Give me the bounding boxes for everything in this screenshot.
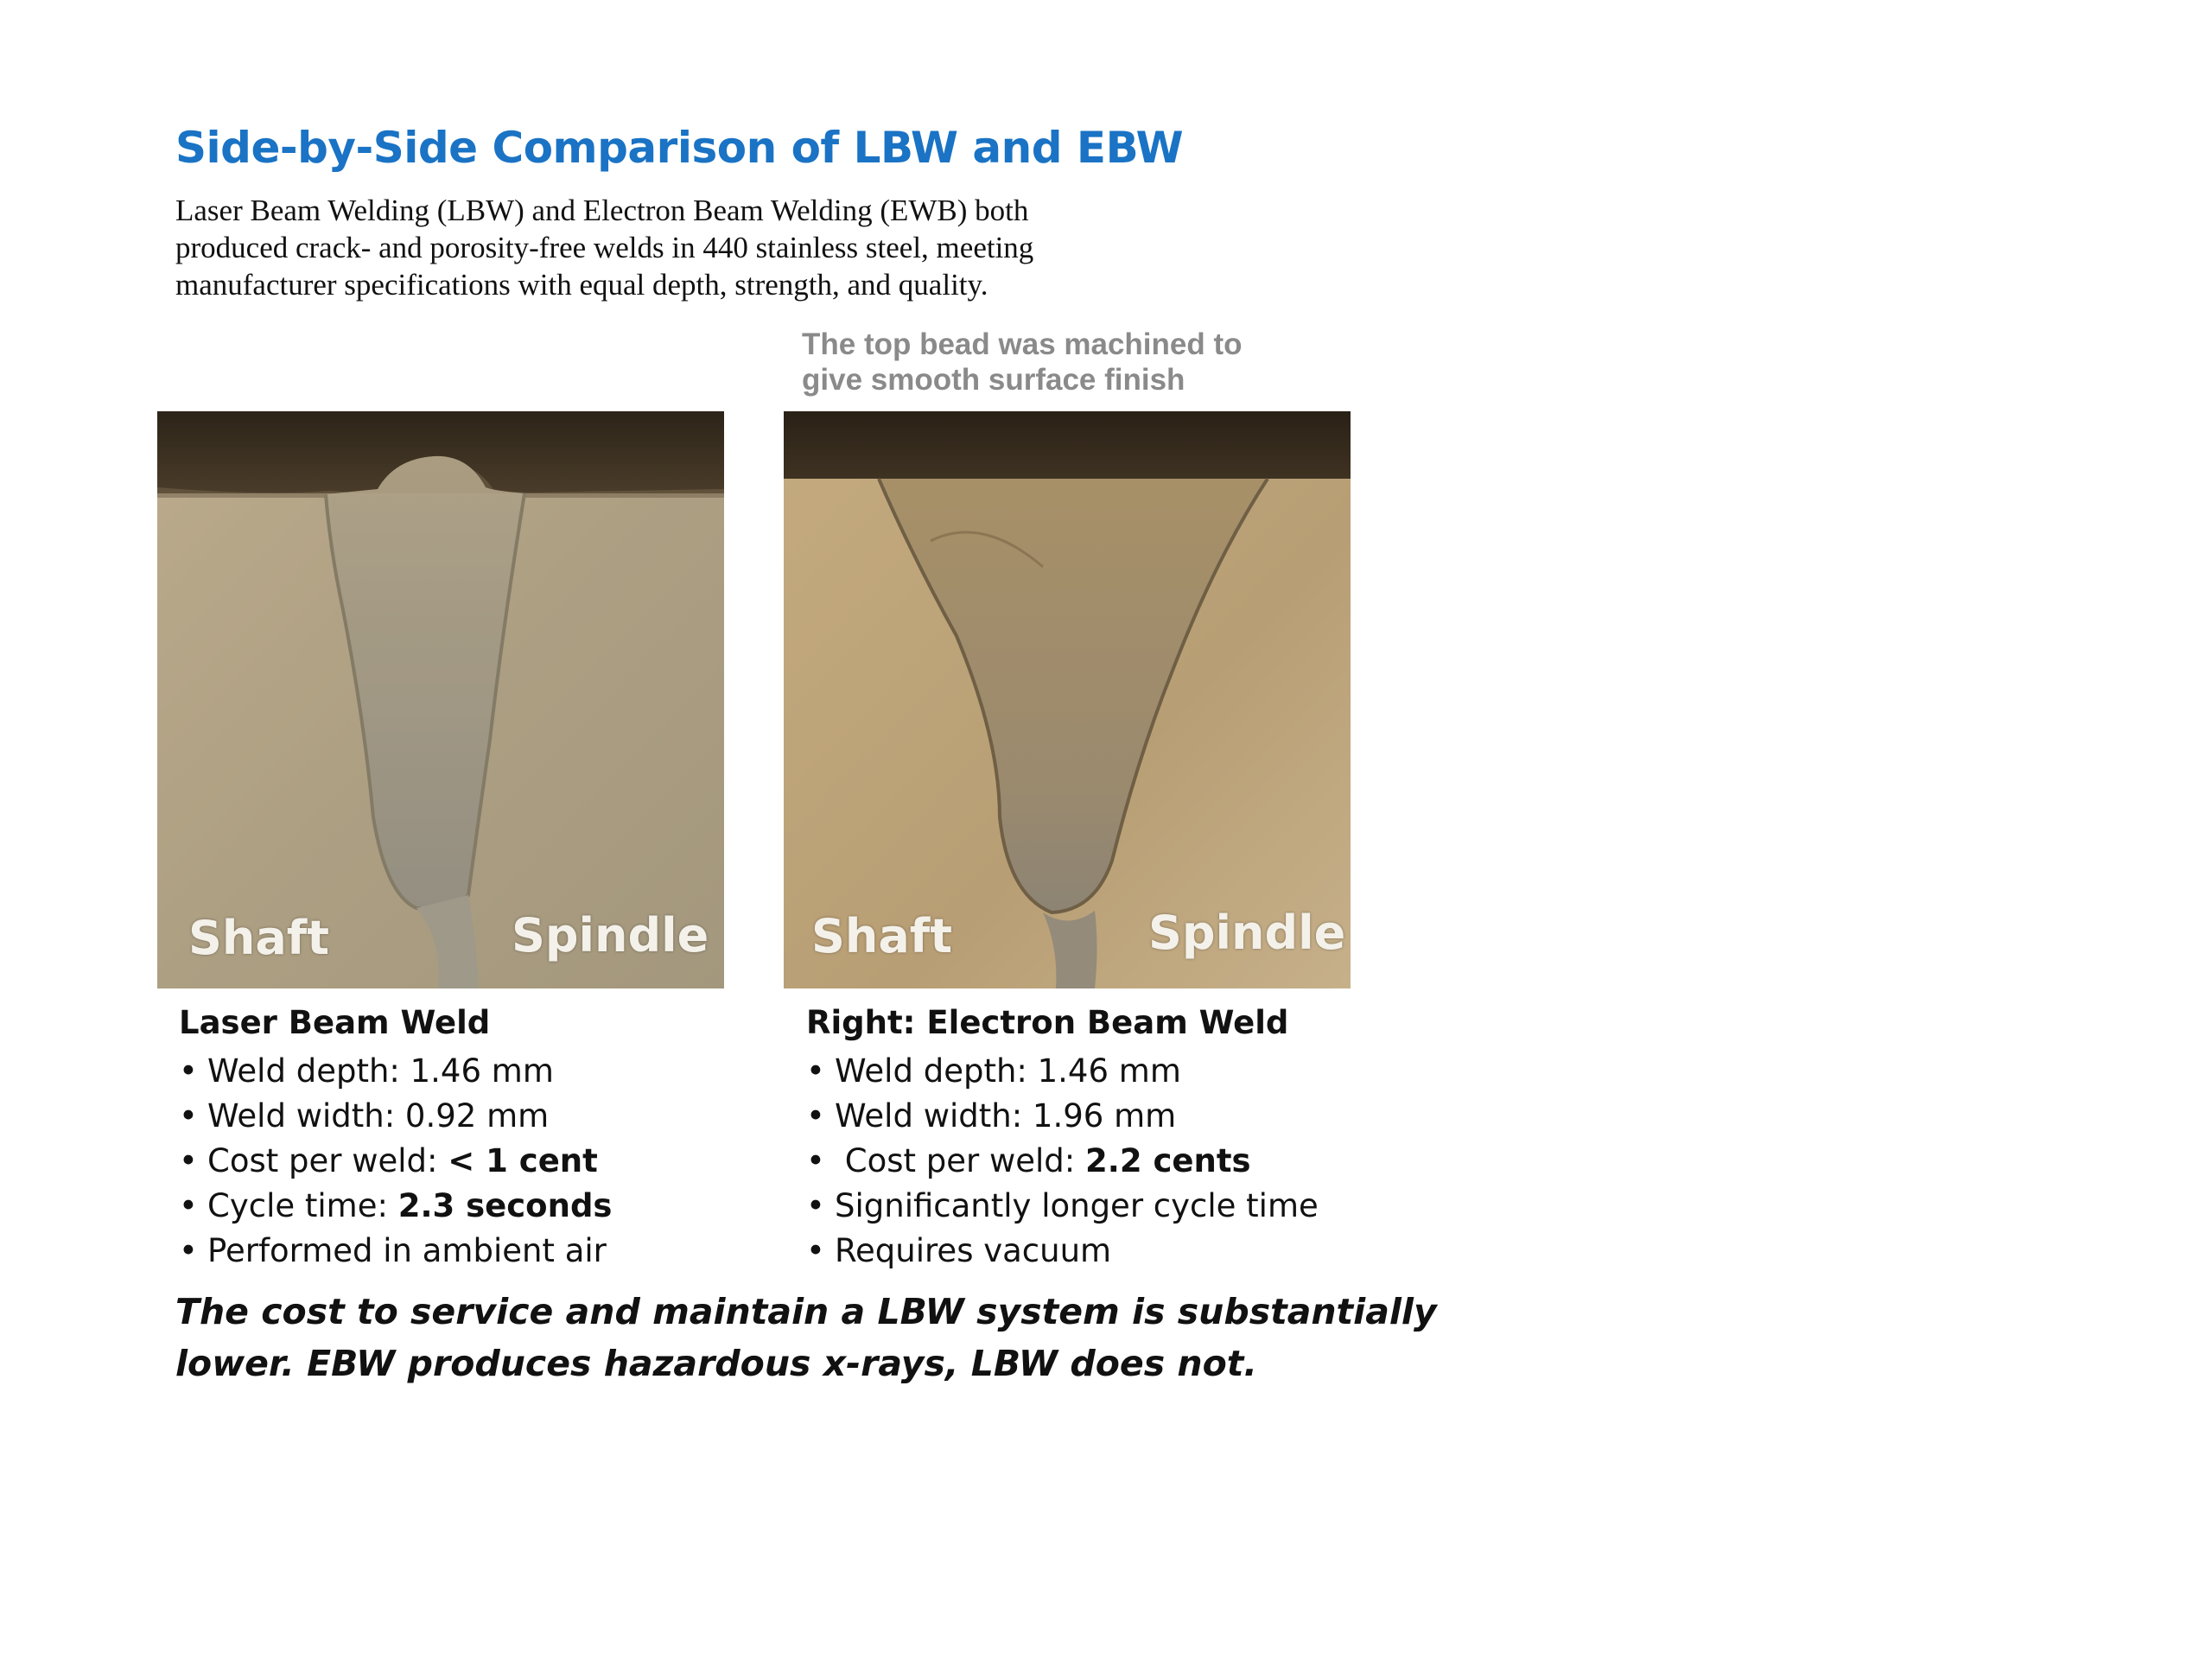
list-item	[179, 1184, 715, 1229]
bullet-icon: •	[806, 1142, 825, 1179]
intro-line: produced crack- and porosity-free welds in 440 stainless steel, meeting	[175, 231, 1034, 264]
spec-text: Cost per weld:	[835, 1142, 1086, 1179]
spec-text: Performed in ambient air	[207, 1232, 607, 1269]
bullet-icon: •	[806, 1052, 825, 1090]
list-item	[806, 1229, 1342, 1274]
spec-text: Weld depth: 1.46 mm	[207, 1052, 554, 1090]
spec-bold: 2.3 seconds	[397, 1187, 613, 1224]
ebw-heading: Right: Electron Beam Weld	[806, 1004, 1289, 1041]
bullet-icon: •	[179, 1187, 198, 1224]
bullet-icon: •	[806, 1097, 825, 1135]
page-title: Side-by-Side Comparison of LBW and EBW	[175, 123, 1184, 173]
bullet-icon: •	[806, 1187, 825, 1224]
lbw-micrograph	[157, 411, 724, 988]
conclusion-line: lower. EBW produces hazardous x-rays, LBW does not.	[175, 1343, 1257, 1384]
spec-text: Significantly longer cycle time	[835, 1187, 1319, 1224]
intro-line: Laser Beam Welding (LBW) and Electron Beam Welding (EWB) both	[175, 194, 1029, 227]
machined-note	[802, 327, 1243, 397]
list-item	[179, 1049, 715, 1094]
ebw-spindle-label: Spindle	[1148, 906, 1346, 960]
spec-text: Cycle time:	[207, 1187, 398, 1224]
list-item	[179, 1139, 715, 1184]
list-item	[179, 1094, 715, 1139]
bullet-icon: •	[179, 1142, 198, 1179]
conclusion-line: The cost to service and maintain a LBW system is substantially	[175, 1291, 1437, 1332]
spec-bold: 2.2 cents	[1085, 1142, 1251, 1179]
lbw-micrograph-image	[157, 411, 724, 988]
list-item	[806, 1094, 1342, 1139]
list-item	[806, 1139, 1342, 1184]
lbw-spec-list	[179, 1049, 715, 1274]
bullet-icon: •	[179, 1097, 198, 1135]
spec-bold: < 1 cent	[448, 1142, 598, 1179]
note-line: The top bead was machined to	[802, 327, 1243, 361]
ebw-micrograph	[784, 411, 1351, 988]
list-item	[806, 1184, 1342, 1229]
note-line: give smooth surface finish	[802, 363, 1185, 397]
bullet-icon: •	[179, 1232, 198, 1269]
lbw-shaft-label: Shaft	[188, 911, 330, 965]
list-item	[179, 1229, 715, 1274]
conclusion-statement	[175, 1286, 1437, 1389]
spec-text: Weld width: 0.92 mm	[207, 1097, 550, 1135]
spec-text: Weld depth: 1.46 mm	[835, 1052, 1181, 1090]
lbw-spindle-label: Spindle	[512, 908, 709, 963]
spec-text: Requires vacuum	[835, 1232, 1112, 1269]
ebw-micrograph-image	[784, 411, 1351, 988]
ebw-spec-list	[806, 1049, 1342, 1274]
intro-line: manufacturer specifications with equal depth, strength, and quality.	[175, 268, 988, 302]
intro-paragraph	[175, 192, 1230, 303]
lbw-specs	[179, 1004, 715, 1274]
ebw-specs	[806, 1004, 1342, 1274]
spec-text: Weld width: 1.96 mm	[835, 1097, 1177, 1135]
spec-text: Cost per weld:	[207, 1142, 448, 1179]
bullet-icon: •	[806, 1232, 825, 1269]
lbw-heading: Laser Beam Weld	[179, 1004, 491, 1041]
list-item	[806, 1049, 1342, 1094]
bullet-icon: •	[179, 1052, 198, 1090]
ebw-shaft-label: Shaft	[811, 909, 953, 963]
